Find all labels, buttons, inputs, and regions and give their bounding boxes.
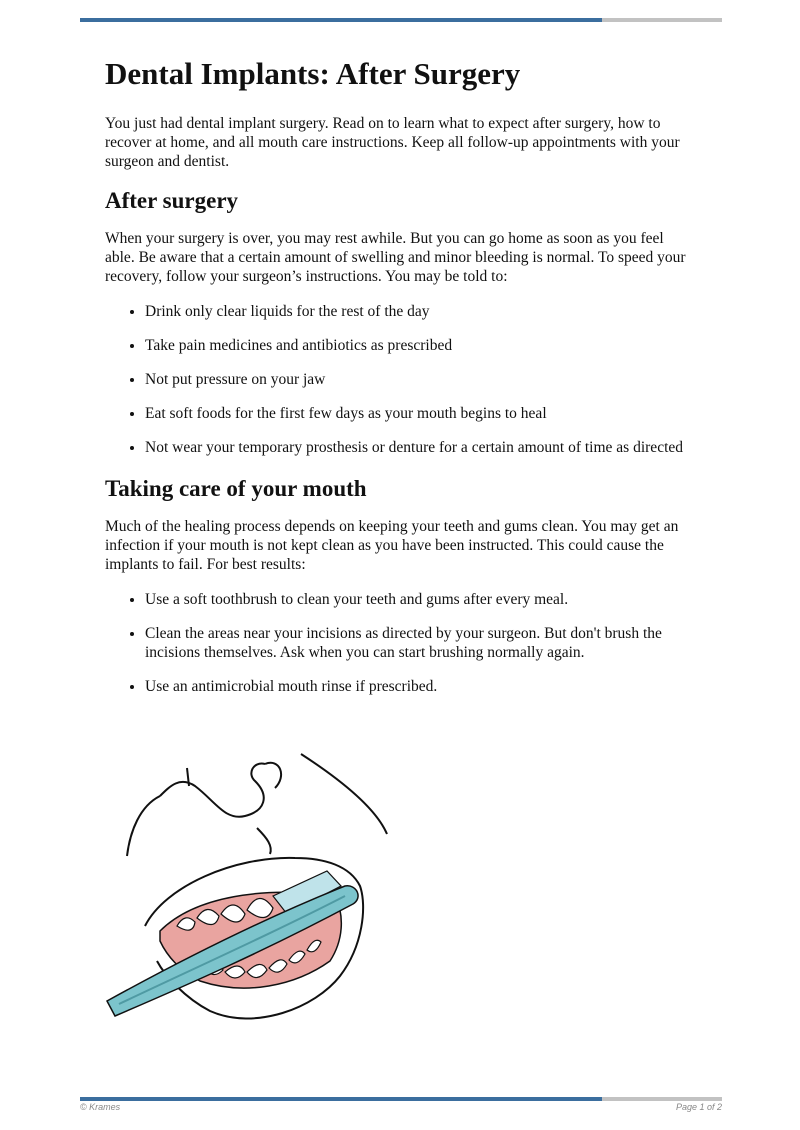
list-item: • Drink only clear liquids for the rest of the day	[145, 302, 695, 321]
list-item: • Not wear your temporary prosthesis or denture for a certain amount of time as directed	[145, 438, 695, 457]
section-heading-mouth-care: Taking care of your mouth	[105, 476, 367, 501]
section-heading-after-surgery: After surgery	[105, 188, 239, 213]
mouth-care-list	[105, 590, 695, 696]
mouth-care-paragraph: Much of the healing process depends on keeping your teeth and gums clean. You may get an infection if your mouth is not kept clean as you have been instructed. This could cause the implants to fail. For best results:	[105, 518, 679, 573]
after-surgery-paragraph: When your surgery is over, you may rest awhile. But you can go home as soon as you feel able. Be aware that a certain amount of swelling and minor bleeding is normal. To speed your recovery, follow your surgeon’s instructions. You may be told to:	[105, 230, 686, 285]
after-surgery-list	[105, 302, 695, 457]
document-body	[105, 52, 695, 714]
bottom-rule-grey	[602, 1097, 722, 1101]
list-item: • Clean the areas near your incisions as directed by your surgeon. But don't brush the incisions themselves. Ask when you can start brushing normally again.	[145, 624, 695, 662]
footer-page-number: Page 1 of 2	[675, 1102, 722, 1112]
list-item: • Use a soft toothbrush to clean your teeth and gums after every meal.	[145, 590, 695, 609]
intro-paragraph: You just had dental implant surgery. Read on to learn what to expect after surgery, how to recover at home, and all mouth care instructions. Keep all follow-up appointments with your surgeon and dentist.	[105, 115, 680, 170]
page-title: Dental Implants: After Surgery	[105, 56, 521, 91]
list-item: • Eat soft foods for the first few days as your mouth begins to heal	[145, 404, 695, 423]
toothbrush-brushing-illustration	[105, 746, 405, 1031]
top-rule-grey	[602, 18, 722, 22]
list-item: • Not put pressure on your jaw	[145, 370, 695, 389]
top-rule	[80, 18, 722, 22]
top-rule-accent	[80, 18, 602, 22]
list-item: • Use an antimicrobial mouth rinse if prescribed.	[145, 677, 695, 696]
list-item: • Take pain medicines and antibiotics as prescribed	[145, 336, 695, 355]
bottom-rule-accent	[80, 1097, 602, 1101]
bottom-rule	[80, 1097, 722, 1101]
footer-copyright: © Krames	[80, 1102, 121, 1112]
